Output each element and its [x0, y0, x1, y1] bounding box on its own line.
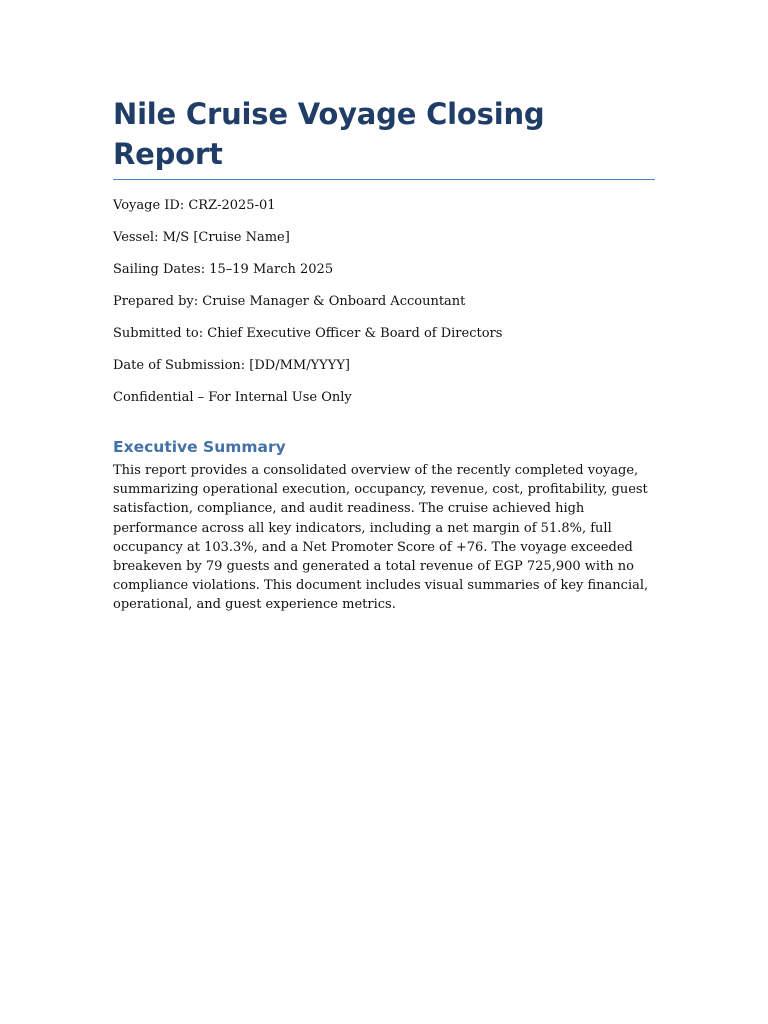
submitted-to-line: Submitted to: Chief Executive Officer & Board of Directors — [113, 326, 503, 341]
submission-date-line: Date of Submission: [DD/MM/YYYY] — [113, 358, 350, 373]
report-title: Nile Cruise Voyage Closing Report — [113, 94, 655, 180]
sailing-dates-line: Sailing Dates: 15–19 March 2025 — [113, 262, 334, 277]
prepared-by-line: Prepared by: Cruise Manager & Onboard Accountant — [113, 294, 466, 309]
vessel-line: Vessel: M/S [Cruise Name] — [113, 230, 290, 245]
voyage-id-line: Voyage ID: CRZ-2025-01 — [113, 198, 276, 213]
executive-summary-heading: Executive Summary — [113, 438, 286, 456]
confidentiality-line: Confidential – For Internal Use Only — [113, 390, 352, 405]
document-content — [113, 94, 655, 615]
report-meta-list — [113, 197, 655, 407]
executive-summary-paragraph: This report provides a consolidated overview of the recently completed voyage, summarizing operational execution, occupancy, revenue, cost, profitability, guest satisfaction, compliance, and audit readiness. The cruise achieved high performance across all key indicators, including a net margin of 51.8%, full occupancy at 103.3%, and a Net Promoter Score of +76. The voyage exceeded breakeven by 79 guests and generated a total revenue of EGP 725,900 with no compliance violations. This document includes visual summaries of key financial, operational, and guest experience metrics. — [113, 463, 649, 613]
